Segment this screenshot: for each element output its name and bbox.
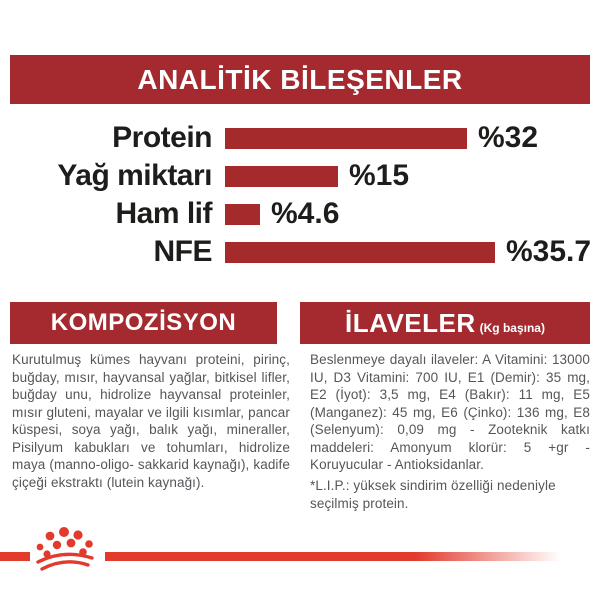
chart-bar	[225, 166, 338, 187]
footer-rule-left	[0, 552, 30, 561]
additives-title: İLAVELER	[345, 307, 476, 338]
composition-body: Kurutulmuş kümes hayvanı proteini, pirinç, buğday, mısır, hayvansal yağlar, bitkisel lifler, buğday unu, hidrolize hayvansal proteinler, mısır gluteni, mayalar ve ilgili kısımlar, pancar küspesi, soya yağı, balık yağı, mineraller, Pisilyum kabukları ve tohumları, hidrolize maya (manno-oligo- sakkarid kaynağı), kadife çiçeği ekstraktı (lutein kaynağı).	[12, 352, 290, 490]
chart-category-label: Protein	[112, 121, 212, 154]
chart-row	[0, 195, 600, 233]
lip-footnote: *L.I.P.: yüksek sindirim özelliği nedeniyle seçilmiş protein.	[310, 478, 556, 511]
chart-bar	[225, 128, 467, 149]
chart-category-label: Yağ miktarı	[57, 159, 212, 192]
chart-value-label: %4.6	[271, 197, 340, 230]
additives-header	[300, 302, 590, 344]
royal-canin-crown-logo	[33, 526, 103, 572]
analytic-components-chart	[0, 119, 600, 271]
footer-rule-right	[105, 552, 561, 561]
chart-row	[0, 233, 600, 271]
composition-header	[10, 302, 277, 344]
chart-value-label: %15	[349, 159, 410, 192]
chart-category-label: NFE	[153, 235, 212, 268]
chart-bar	[225, 204, 260, 225]
chart-category-label: Ham lif	[115, 197, 212, 230]
analytic-components-title: ANALİTİK BİLEŞENLER	[137, 63, 463, 95]
chart-row	[0, 157, 600, 195]
additives-body: Beslenmeye dayalı ilaveler: A Vitamini: 13000 IU, D3 Vitamini: 700 IU, E1 (Demir): 35 mg, E2 (İyot): 3,5 mg, E4 (Bakır): 11 mg, E5 (Manganez): 45 mg, E6 (Çinko): 136 mg, E8 (Selenyum): 0,09 mg - Zooteknik katkı maddeleri: Amonyum klorür: 5 +gr - Koruyucular - Antioksidanlar.	[310, 352, 590, 472]
chart-value-label: %32	[478, 121, 539, 154]
additives-title-suffix: (Kg başına)	[479, 321, 545, 335]
analytic-components-header	[10, 55, 590, 104]
chart-bar	[225, 242, 495, 263]
chart-value-label: %35.7	[506, 235, 592, 268]
chart-row	[0, 119, 600, 157]
composition-title: KOMPOZİSYON	[50, 309, 237, 336]
